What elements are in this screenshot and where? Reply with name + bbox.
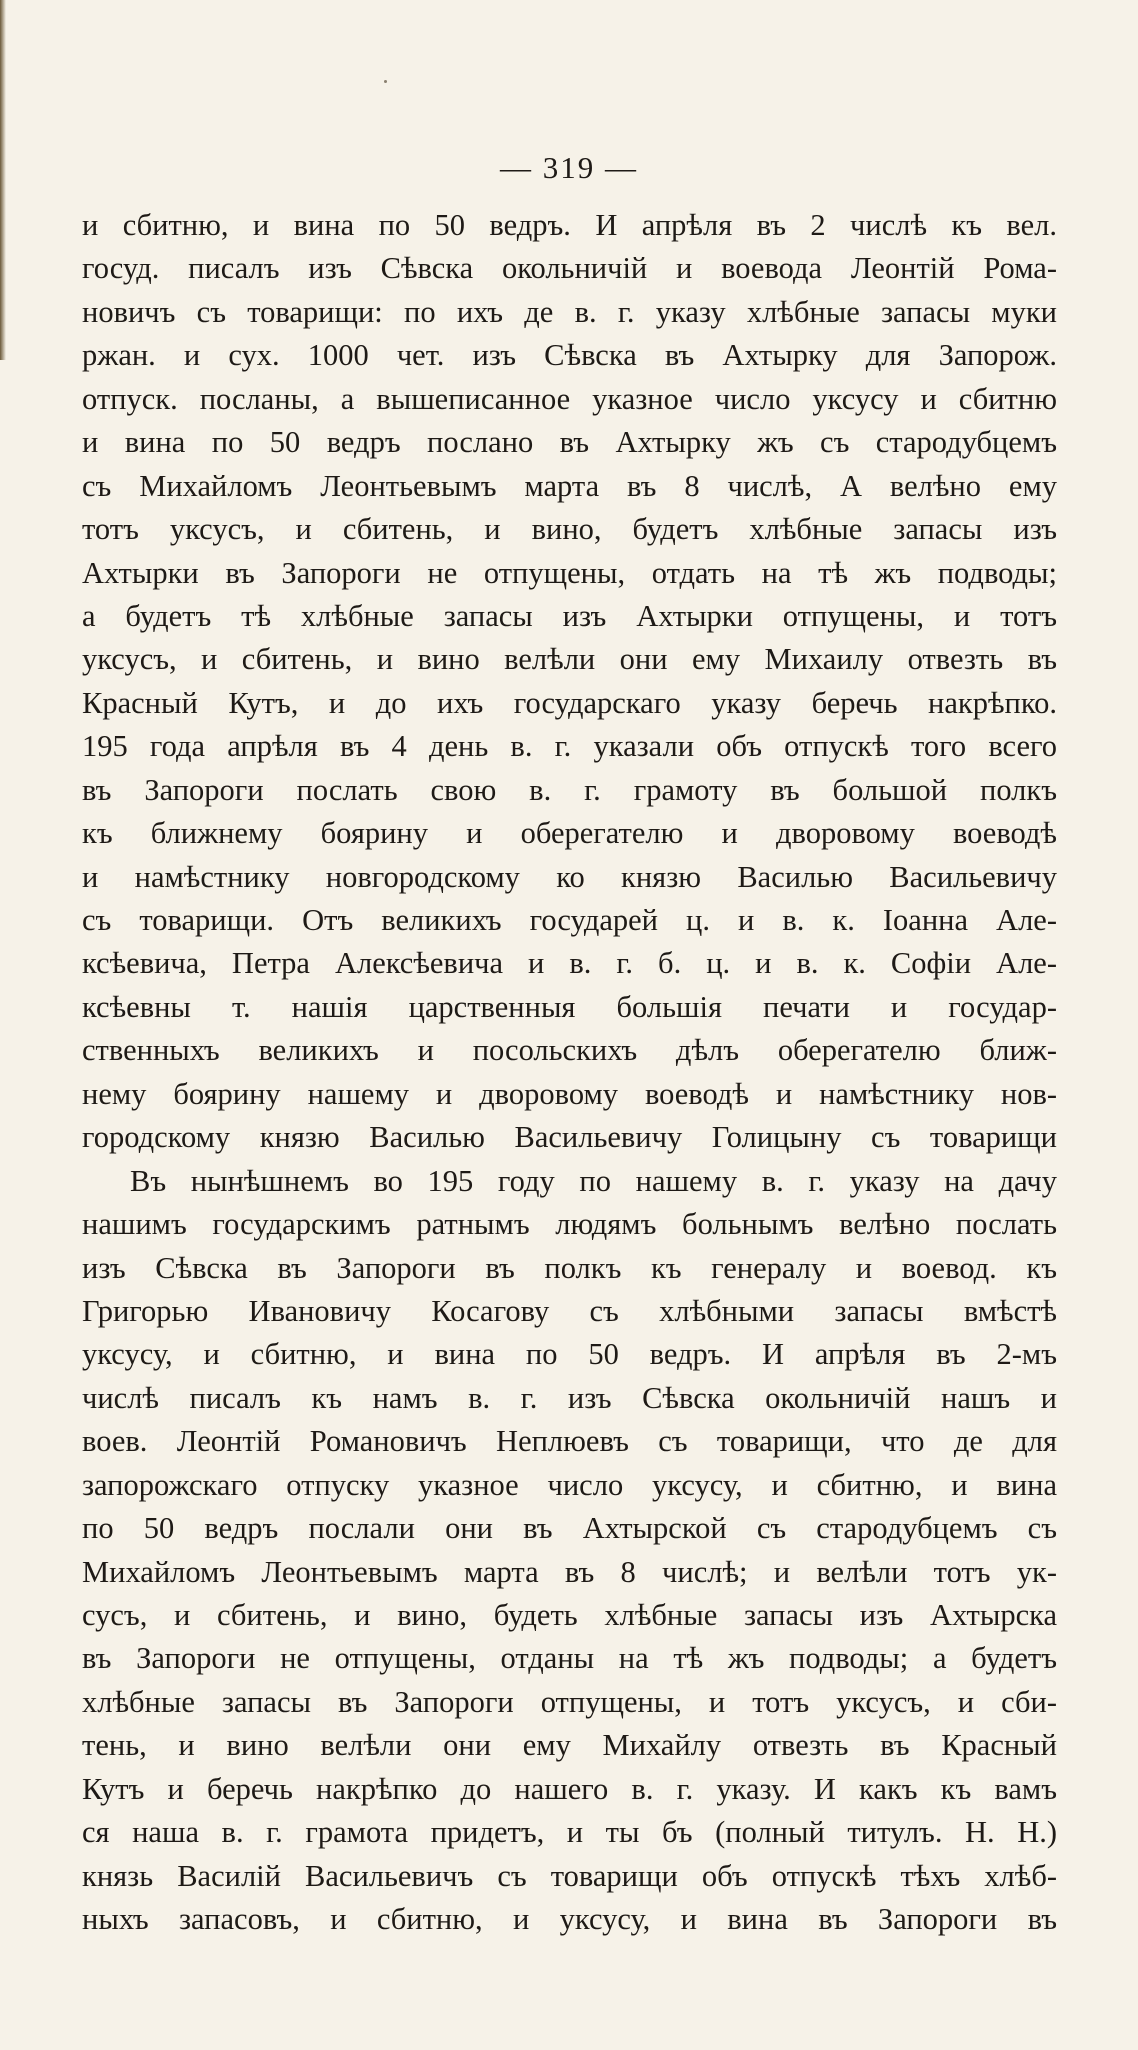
- text-line: [82, 1464, 1057, 1507]
- text-line: [82, 334, 1057, 377]
- text-line-content: 195 года апрѣля въ 4 день в. г. указали объ отпускѣ того всего: [82, 729, 1057, 764]
- text-line: [82, 1203, 1057, 1246]
- text-line: [82, 1290, 1057, 1333]
- text-line: [82, 291, 1057, 334]
- text-line: [82, 1637, 1057, 1680]
- text-line-content: и вина по 50 ведръ послано въ Ахтырку жъ съ стародубцемъ: [82, 425, 1057, 460]
- text-line-content: числѣ писалъ къ намъ в. г. изъ Сѣвска окольничій нашъ и: [82, 1380, 1057, 1415]
- text-line: [82, 856, 1057, 899]
- text-line-content: городскому князю Василью Васильевичу Голицыну съ товарищи: [82, 1120, 1057, 1155]
- text-line: [82, 812, 1057, 855]
- text-line-content: тотъ уксусъ, и сбитень, и вино, будетъ хлѣбные запасы изъ: [82, 512, 1057, 547]
- text-line: [82, 378, 1057, 421]
- text-line-content: хлѣбные запасы въ Запороги отпущены, и тотъ уксусъ, и сби-: [82, 1684, 1057, 1719]
- text-line-content: князь Василій Васильевичъ съ товарищи объ отпускѣ тѣхъ хлѣб-: [82, 1858, 1057, 1893]
- text-line: [82, 1160, 1057, 1203]
- text-line: [82, 1333, 1057, 1376]
- text-line-content: Ахтырки въ Запороги не отпущены, отдать на тѣ жъ подводы;: [82, 555, 1057, 590]
- text-line: [82, 942, 1057, 985]
- text-line-content: воев. Леонтій Романовичъ Неплюевъ съ товарищи, что де для: [82, 1424, 1057, 1459]
- text-line: [82, 465, 1057, 508]
- body-text: [82, 204, 1057, 1942]
- text-line: [82, 1724, 1057, 1767]
- text-line-content: а будетъ тѣ хлѣбные запасы изъ Ахтырки отпущены, и тотъ: [82, 598, 1057, 633]
- text-line-content: ксѣевны т. нашія царственныя большія печати и государ-: [82, 989, 1057, 1024]
- text-line-content: нему боярину нашему и дворовому воеводѣ и намѣстнику нов-: [82, 1076, 1057, 1111]
- text-line: [82, 1681, 1057, 1724]
- text-line-content: Григорью Ивановичу Косагову съ хлѣбными запасы вмѣстѣ: [82, 1293, 1057, 1328]
- text-line: [82, 508, 1057, 551]
- text-line-content: къ ближнему боярину и оберегателю и дворовому воеводѣ: [82, 816, 1057, 851]
- text-line: [82, 986, 1057, 1029]
- text-line: [82, 769, 1057, 812]
- text-line-content: ся наша в. г. грамота придетъ, и ты бъ (полный титулъ. Н. Н.): [82, 1815, 1057, 1850]
- text-line: [82, 595, 1057, 638]
- text-line: [82, 1420, 1057, 1463]
- text-line: [82, 1116, 1057, 1159]
- text-line-content: и сбитню, и вина по 50 ведръ. И апрѣля въ 2 числѣ къ вел.: [82, 208, 1057, 242]
- text-line-content: нашимъ государскимъ ратнымъ людямъ больнымъ велѣно послать: [82, 1207, 1057, 1242]
- page-number: — 319 —: [500, 150, 638, 185]
- text-line-content: ныхъ запасовъ, и сбитню, и уксусу, и вина въ Запороги въ: [82, 1902, 1057, 1937]
- text-line-content: и намѣстнику новгородскому ко князю Василью Васильевичу: [82, 859, 1057, 894]
- text-line-content: Красный Кутъ, и до ихъ государскаго указу беречь накрѣпко.: [82, 685, 1057, 720]
- text-line: [82, 1855, 1057, 1898]
- text-line: [82, 1377, 1057, 1420]
- text-line-content: Кутъ и беречь накрѣпко до нашего в. г. указу. И какъ къ вамъ: [82, 1771, 1057, 1806]
- text-line-content: въ Запороги не отпущены, отданы на тѣ жъ подводы; а будетъ: [82, 1641, 1057, 1676]
- text-line: [82, 421, 1057, 464]
- text-line: [82, 1551, 1057, 1594]
- text-line-content: сусъ, и сбитень, и вино, будеть хлѣбные запасы изъ Ахтырска: [82, 1598, 1057, 1632]
- text-line: [82, 1029, 1057, 1072]
- text-line-content: отпуск. посланы, а вышеписанное указное число уксусу и сбитню: [82, 381, 1057, 416]
- text-line-content: ржан. и сух. 1000 чет. изъ Сѣвска въ Ахтырку для Запорож.: [82, 338, 1057, 373]
- text-line-content: изъ Сѣвска въ Запороги въ полкъ къ генералу и воевод. къ: [82, 1250, 1057, 1285]
- text-line-content: Въ нынѣшнемъ во 195 году по нашему в. г. указу на дачу: [130, 1163, 1057, 1198]
- text-line-content: запорожскаго отпуску указное число уксусу, и сбитню, и вина: [82, 1467, 1057, 1502]
- text-line-content: въ Запороги послать свою в. г. грамоту въ большой полкъ: [82, 772, 1057, 807]
- text-line: [82, 1247, 1057, 1290]
- text-line-content: уксусъ, и сбитень, и вино велѣли они ему Михаилу отвезть въ: [82, 642, 1057, 677]
- text-line-content: госуд. писалъ изъ Сѣвска окольничій и воевода Леонтій Рома-: [82, 251, 1057, 286]
- text-line-content: тень, и вино велѣли они ему Михайлу отвезть въ Красный: [82, 1728, 1057, 1763]
- text-line: [82, 204, 1057, 247]
- text-line: [82, 1768, 1057, 1811]
- paper-speck: [384, 80, 387, 83]
- text-line: [82, 1073, 1057, 1116]
- text-line-content: ксѣевича, Петра Алексѣевича и в. г. б. ц. и в. к. Софіи Але-: [82, 946, 1057, 981]
- text-line: [82, 1811, 1057, 1854]
- text-line: [82, 247, 1057, 290]
- text-line: [82, 682, 1057, 725]
- text-line-content: Михайломъ Леонтьевымъ марта въ 8 числѣ; и велѣли тотъ ук-: [82, 1554, 1057, 1589]
- text-line: [82, 1898, 1057, 1941]
- text-line-content: съ товарищи. Отъ великихъ государей ц. и в. к. Іоанна Але-: [82, 903, 1057, 937]
- text-line: [82, 552, 1057, 595]
- text-line-content: уксусу, и сбитню, и вина по 50 ведръ. И апрѣля въ 2-мъ: [82, 1337, 1057, 1372]
- text-line: [82, 1507, 1057, 1550]
- text-line: [82, 899, 1057, 942]
- text-line: [82, 1594, 1057, 1637]
- text-line-content: по 50 ведръ послали они въ Ахтырской съ стародубцемъ съ: [82, 1511, 1057, 1546]
- text-line-content: съ Михайломъ Леонтьевымъ марта въ 8 числѣ, А велѣно ему: [82, 468, 1057, 503]
- text-line-content: ственныхъ великихъ и посольскихъ дѣлъ оберегателю ближ-: [82, 1033, 1057, 1068]
- text-line: [82, 638, 1057, 681]
- text-line: [82, 725, 1057, 768]
- text-line-content: новичъ съ товарищи: по ихъ де в. г. указу хлѣбные запасы муки: [82, 294, 1057, 329]
